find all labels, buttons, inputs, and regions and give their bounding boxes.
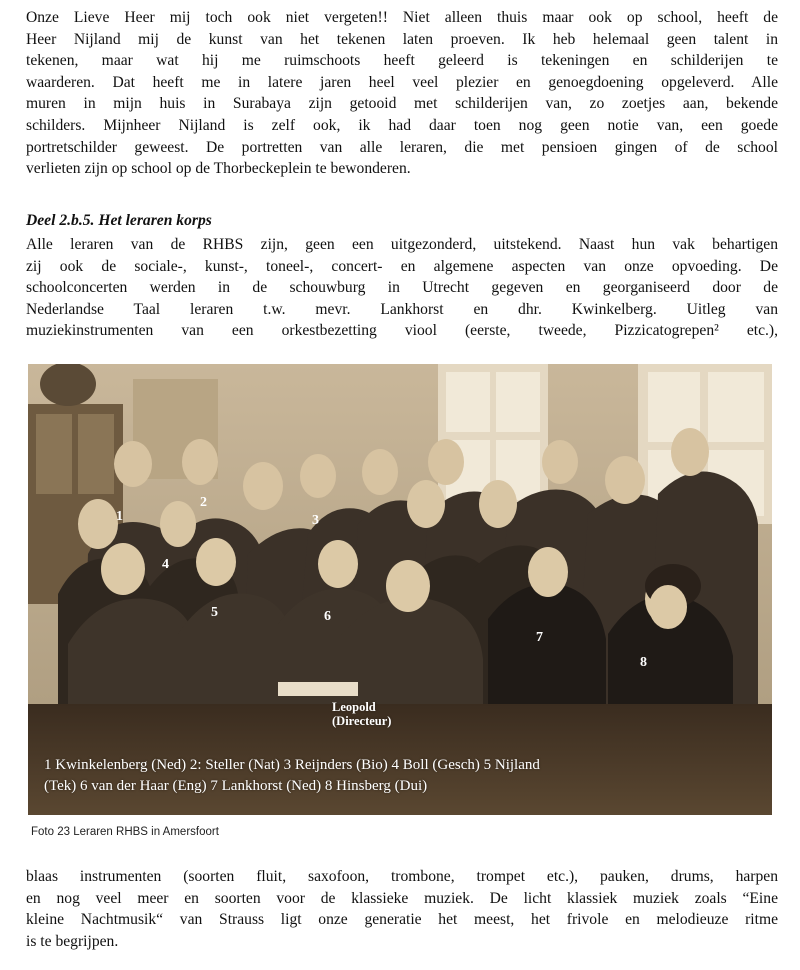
director-label bbox=[332, 700, 391, 728]
photo-number-label: 2 bbox=[200, 495, 207, 510]
director-name: Leopold bbox=[332, 700, 376, 714]
text-line: Nederlandse Taal leraren t.w. mevr. Lankhorst en dhr. Kwinkelberg. Uitleg van bbox=[26, 300, 778, 318]
text-line: portretschilder geweest. De portretten van alle leraren, die met pensioen gingen of de school bbox=[26, 138, 778, 156]
photo-illustration bbox=[28, 364, 772, 815]
group-photo bbox=[28, 364, 772, 815]
instruments-paragraph bbox=[26, 866, 778, 952]
photo-number-label: 6 bbox=[324, 609, 331, 624]
photo-number-label: 8 bbox=[640, 655, 647, 670]
photo-number-label: 7 bbox=[536, 630, 543, 645]
text-line: muziekinstrumenten van een orkestbezetting viool (eerste, tweede, Pizzicatogrepen² etc.), bbox=[26, 322, 778, 340]
photo-caption-line: 1 Kwinkelenberg (Ned) 2: Steller (Nat) 3 Reijnders (Bio) 4 Boll (Gesch) 5 Nijland bbox=[44, 757, 540, 773]
text-line: Onze Lieve Heer mij toch ook niet vergeten!! Niet alleen thuis maar ook op school, heeft de bbox=[26, 9, 778, 26]
text-line: schilders. Mijnheer Nijland is zelf ook, ik had daar toen nog geen notie van, een goede bbox=[26, 116, 778, 134]
text-line: verlieten zijn op school op de Thorbeckeplein te bewonderen. bbox=[26, 160, 411, 178]
teachers-paragraph bbox=[26, 234, 778, 342]
text-line: Heer Nijland mij de kunst van het tekenen laten proeven. Ik heb helemaal geen talent in bbox=[26, 30, 778, 48]
text-line: is te begrijpen. bbox=[26, 932, 119, 950]
text-line: tekenen, maar wat hij me ruimschoots heeft geleerd is tekeningen en schilderijen te bbox=[26, 52, 778, 70]
photo-number-label: 3 bbox=[312, 513, 319, 528]
figure-caption: Foto 23 Leraren RHBS in Amersfoort bbox=[31, 826, 219, 838]
section-heading: Deel 2.b.5. Het leraren korps bbox=[26, 212, 212, 229]
director-title: (Directeur) bbox=[332, 714, 392, 728]
photo-number-label: 4 bbox=[162, 557, 169, 572]
photo-number-label: 1 bbox=[116, 509, 123, 524]
text-line: kleine Nachtmusik“ van Strauss ligt onze generatie het meest, het frivole en melodieuze ritme bbox=[26, 911, 778, 929]
intro-paragraph bbox=[26, 7, 778, 180]
photo-caption-line: (Tek) 6 van der Haar (Eng) 7 Lankhorst (Ned) 8 Hinsberg (Dui) bbox=[44, 778, 428, 794]
photo-number-label: 5 bbox=[211, 605, 218, 620]
text-line: blaas instrumenten (soorten fluit, saxofoon, trombone, trompet etc.), pauken, drums, harpen bbox=[26, 868, 778, 885]
text-line: Alle leraren van de RHBS zijn, geen een uitgezonderd, uitstekend. Naast hun vak behartigen bbox=[26, 236, 778, 253]
text-line: zij ook de sociale-, kunst-, toneel-, concert- en algemene aspecten van onze opvoeding. De bbox=[26, 257, 778, 275]
text-line: en nog veel meer en soorten voor de klassieke muziek. De licht klassiek muziek zoals “Eine bbox=[26, 889, 778, 907]
text-line: muren in mijn huis in Surabaya zijn getooid met schilderijen van, zo zoetjes aan, bekende bbox=[26, 95, 778, 113]
text-line: schoolconcerten werden in de schouwburg in Utrecht gegeven en georganiseerd door de bbox=[26, 279, 778, 297]
text-line: waarderen. Dat heeft me in latere jaren heel veel plezier en genoegdoening opgeleverd. Alle bbox=[26, 73, 778, 91]
